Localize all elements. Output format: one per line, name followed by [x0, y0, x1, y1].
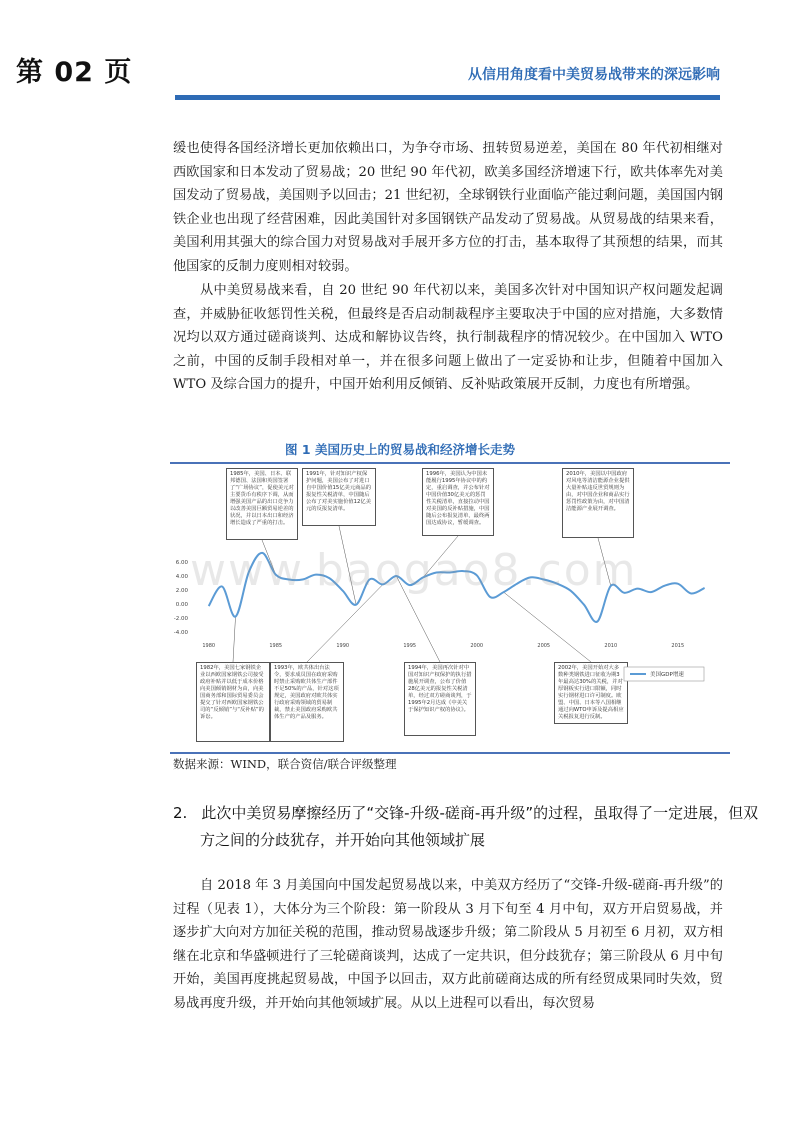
y-tick-label: 4.00	[175, 574, 188, 580]
x-tick-label: 1995	[403, 643, 417, 649]
legend-label: 美国GDP增速	[650, 672, 684, 678]
y-tick-label: 0.00	[175, 602, 188, 608]
callout-bottom-box	[404, 662, 476, 736]
section-heading-text: 此次中美贸易摩擦经历了“交锋-升级-磋商-再升级”的过程，虽取得了一定进展，但双方之间的分歧犹存，并开始向其他领域扩展	[200, 804, 759, 849]
chart-svg	[170, 462, 730, 754]
y-tick-label: 6.00	[175, 560, 188, 566]
paragraph-2: 从中美贸易战来看，自 20 世纪 90 年代初以来，美国多次针对中国知识产权问题发起调查，并威胁征收惩罚性关税，但最终是否启动制裁程序主要取决于中国的应对措施，大多数情况均以双方通过磋商谈判、达成和解协议告终，执行制裁程序的情况较少。在中国加入 WTO 之前，中国的反制手段相对单一，并在很多问题上做出了一定妥协和让步，但随着中国加入 WTO 及综合国力的提升，中国开始利用反倾销、反补贴政策展开反制，力度也有所增强。	[173, 283, 723, 393]
callout-bottom-box	[554, 662, 628, 724]
callout-top-text: 1996年，美国认为中国未能履行1995年协议中的约定，重启调查，并公布针对中国价值30亿美元的惩罚性关税清单，直接拉动中国对美国的反补贴措施，中国随后公布报复清单，最终两国达成协议，暂缓调查。	[422, 468, 494, 536]
header-rule	[175, 95, 720, 100]
callout-top-box	[226, 468, 298, 540]
callout-bottom-text: 1994年，美国再次针对中国对知识产权保护的执行措施展开调查，公布了价值28亿美元的报复性关税清单，经过双方磋商谈判，于1995年2月达成《中美关于保护知识产权的协议》。	[404, 662, 476, 736]
x-tick-label: 2010	[604, 643, 618, 649]
y-tick-label: -4.00	[173, 630, 188, 636]
watermark: www.baogao8.com	[190, 545, 638, 596]
report-title: 从信用角度看中美贸易战带来的深远影响	[468, 67, 720, 83]
chart-legend	[624, 667, 704, 681]
callout-bottom-box	[196, 662, 270, 742]
figure-title: 图 1 美国历史上的贸易战和经济增长走势	[285, 442, 515, 457]
page-number: 第 02 页	[16, 57, 133, 88]
callout-top-box	[562, 468, 634, 538]
callout-top-text: 1991年，针对知识产权保护问题，美国公布了对进口自中国价值15亿美元商品的报复性关税清单，中国随后公布了对美实施价值12亿美元的反报复清单。	[302, 468, 376, 526]
paragraph-1: 缓也使得各国经济增长更加依赖出口，为争夺市场、扭转贸易逆差，美国在 80 年代初相继对西欧国家和日本发动了贸易战；20 世纪 90 年代初，欧美多国经济增速下行，欧共体率先对美国发动了贸易战，美国则予以回击；21 世纪初，全球钢铁行业面临产能过剩问题，美国国内钢铁企业也出现了经营困难，因此美国针对多国钢铁产品发动了贸易战。从贸易战的结果来看，美国利用其强大的综合国力对贸易战对手展开多方位的打击，基本取得了其预想的结果，而其他国家的反制力度则相对较弱。	[173, 141, 723, 274]
section-number: 2.	[173, 804, 188, 822]
callout-bottom-box	[270, 662, 344, 742]
callout-bottom-text: 1982年，美国七家钢铁企业以西欧国家钢铁公司接受政府补贴并以低于成本价格向美国倾销钢材为由，向美国商务部和国际贸易委员会提交了针对西欧国家钢铁公司的“反倾销”与“反补贴”的诉讼。	[196, 662, 270, 742]
callout-top-box	[422, 468, 494, 536]
y-tick-label: 2.00	[175, 588, 188, 594]
x-tick-label: 1980	[202, 643, 216, 649]
section-paragraph: 自 2018 年 3 月美国向中国发起贸易战以来，中美双方经历了“交锋-升级-磋商-再升级”的过程（见表 1），大体分为三个阶段：第一阶段从 3 月下旬至 4 月中旬，双方开启贸易战，并逐步扩大向对方加征关税的范围，推动贸易战逐步升级；第二阶段从 5 月初至 6 月初，双方相继在北京和华盛顿进行了三轮磋商谈判，达成了一定共识，但分歧犹存；第三阶段从 6 月中旬开始，美国再度挑起贸易战，中国予以回击，双方此前磋商达成的所有经贸成果同时失效，贸易战再度升级，并开始向其他领域扩展。从以上进程可以看出，每次贸易	[173, 878, 723, 1011]
callout-bottom-text: 1993年，欧共体出台法令，要求成员国在政府采购时禁止采购欧共体生产部件不足50%的产品，针对这项规定，美国政府对欧共体实行政府采购领域的贸易制裁，禁止美国政府采购欧共体生产的产品及服务。	[270, 662, 344, 742]
callout-top-text: 2010年，美国以中国政府对风电等清洁能源企业提供大量补贴违反世贸规则为由，对中国企业和商品实行惩罚性政策为由，对中国清洁能源产业展开调查。	[562, 468, 634, 538]
callout-top-text: 1985年，美国、日本、联邦德国、法国和英国签署了“广场协议”，促使美元对主要货币有秩序下调，从而增强美国产品的出口竞争力以改善美国巨额贸易逆差的状况，并以日本出口和经济增长造成了严重的打击。	[226, 468, 298, 540]
callout-top-box	[302, 468, 376, 526]
section-heading	[173, 800, 760, 854]
x-tick-label: 2015	[671, 643, 685, 649]
x-tick-label: 2000	[470, 643, 484, 649]
x-tick-label: 2005	[537, 643, 551, 649]
figure-source: 数据来源：WIND，联合资信/联合评级整理	[173, 757, 397, 771]
y-tick-label: -2.00	[173, 616, 188, 622]
callout-bottom-text: 2002年，美国开始对大多数种类钢铁进口征收为期3年最高达30%的关税，并对厚钢板实行进口限额，同时实行钢材进口许可制度。欧盟、中国、日本等八国相继通过向WTO申诉及提高相应关税报复进行反制。	[554, 662, 628, 724]
x-tick-label: 1985	[269, 643, 283, 649]
x-tick-label: 1990	[336, 643, 350, 649]
figure-chart	[170, 462, 730, 754]
